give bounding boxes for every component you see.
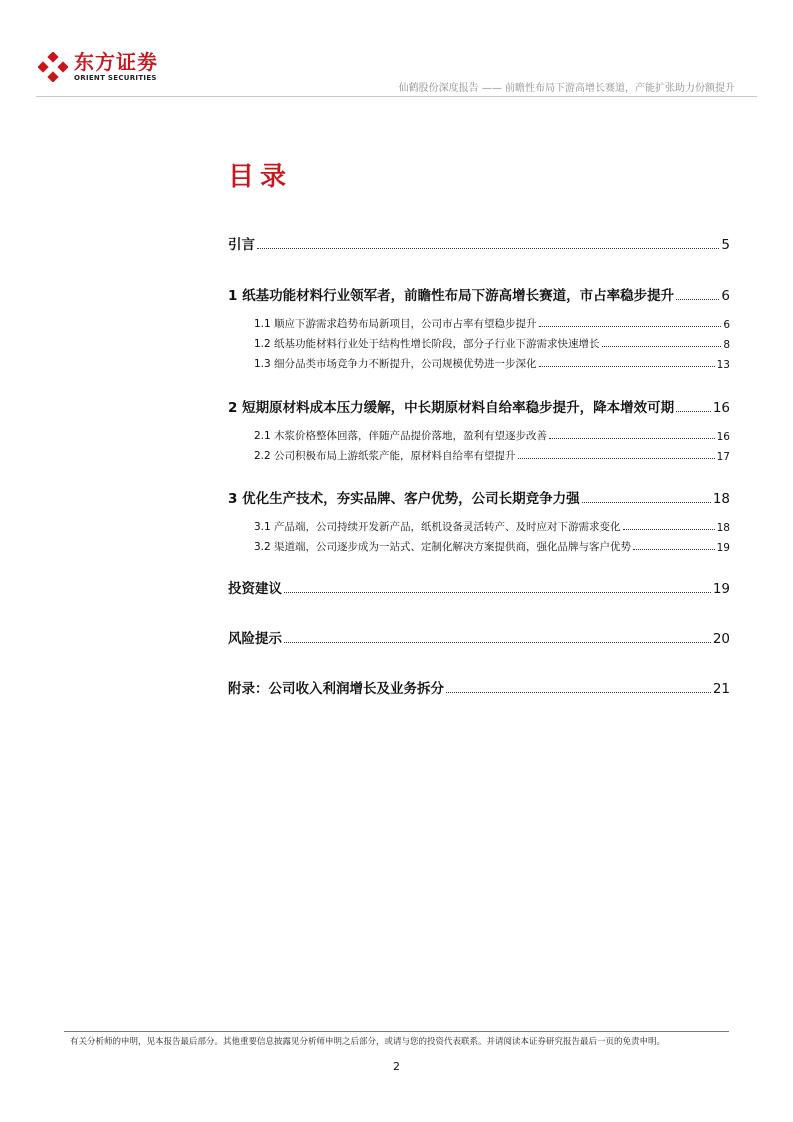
- toc-subentry[interactable]: [254, 448, 730, 463]
- toc-entry[interactable]: [228, 677, 730, 697]
- toc-page-number: 20: [712, 631, 730, 647]
- toc-entry-text: 1.1 顺应下游需求趋势布局新项目，公司市占率有望稳步提升: [254, 318, 537, 330]
- toc-leader-dots: [518, 457, 715, 459]
- logo-chinese-name: 东方证劵: [74, 50, 158, 74]
- toc-page-number: 21: [712, 681, 730, 697]
- page-header: [0, 0, 793, 100]
- toc-page-number: 16: [716, 431, 730, 443]
- toc-subentry[interactable]: [254, 519, 730, 534]
- toc-leader-dots: [633, 548, 715, 550]
- toc-subentry[interactable]: [254, 428, 730, 443]
- toc-entry-text: 附录：公司收入利润增长及业务拆分: [228, 681, 444, 697]
- toc-entry-text: 风险提示: [228, 631, 282, 647]
- toc-leader-dots: [549, 437, 715, 439]
- toc-entry-text: 1.2 纸基功能材料行业处于结构性增长阶段，部分子行业下游需求快速增长: [254, 338, 600, 350]
- disclaimer-text: 有关分析师的申明，见本报告最后部分。其他重要信息披露见分析师申明之后部分，或请与您的投资代表联系。并请阅读本证券研究报告最后一页的免责申明。: [70, 1037, 666, 1047]
- toc-leader-dots: [257, 247, 719, 249]
- toc-page-number: 8: [723, 339, 730, 351]
- toc-page-number: 18: [716, 522, 730, 534]
- toc-leader-dots: [539, 365, 715, 367]
- toc-leader-dots: [623, 528, 715, 530]
- report-title: 仙鹤股份深度报告 —— 前瞻性布局下游高增长赛道，产能扩张助力份额提升: [398, 83, 735, 94]
- toc-leader-dots: [284, 591, 711, 593]
- toc-entry-text: 1 纸基功能材料行业领军者，前瞻性布局下游高增长赛道，市占率稳步提升: [228, 288, 675, 304]
- toc-subentry[interactable]: [254, 539, 730, 554]
- toc-leader-dots: [446, 691, 711, 693]
- toc-page-number: 18: [712, 491, 730, 507]
- toc-page-number: 19: [712, 581, 730, 597]
- toc-entry-text: 3.1 产品端，公司持续开发新产品，纸机设备灵活转产、及时应对下游需求变化: [254, 521, 621, 533]
- toc-entry[interactable]: [228, 627, 730, 647]
- toc-leader-dots: [539, 325, 722, 327]
- toc-entry-text: 2.1 木浆价格整体回落，伴随产品提价落地，盈利有望逐步改善: [254, 430, 548, 442]
- toc-page-number: 6: [723, 319, 730, 331]
- toc-page-number: 16: [712, 400, 730, 416]
- toc-entry[interactable]: [228, 233, 730, 253]
- toc-leader-dots: [676, 410, 711, 412]
- toc-page-number: 13: [716, 359, 730, 371]
- toc-entry-text: 引言: [228, 237, 255, 253]
- logo-english-name: ORIENT SECURITIES: [74, 74, 157, 82]
- toc-page-number: 5: [721, 237, 730, 253]
- toc-entry[interactable]: [228, 577, 730, 597]
- footer-divider: [64, 1031, 729, 1032]
- toc-page-number: 19: [716, 542, 730, 554]
- toc-title: 目录: [228, 162, 293, 192]
- toc-entry-text: 3.2 渠道端，公司逐步成为一站式、定制化解决方案提供商，强化品牌与客户优势: [254, 541, 632, 553]
- toc-leader-dots: [676, 298, 719, 300]
- toc-leader-dots: [284, 641, 711, 643]
- toc-subentry[interactable]: [254, 336, 730, 351]
- header-divider: [36, 96, 757, 97]
- toc-subentry[interactable]: [254, 316, 730, 331]
- toc-page-number: 17: [716, 451, 730, 463]
- toc-entry-text: 投资建议: [228, 581, 282, 597]
- page-number: 2: [393, 1060, 400, 1073]
- toc-entry-text: 2 短期原材料成本压力缓解，中长期原材料自给率稳步提升，降本增效可期: [228, 400, 675, 416]
- toc-entry-text: 3 优化生产技术，夯实品牌、客户优势，公司长期竞争力强: [228, 491, 580, 507]
- toc-entry[interactable]: [228, 487, 730, 507]
- toc-entry-text: 1.3 细分品类市场竞争力不断提升，公司规模优势进一步深化: [254, 358, 537, 370]
- toc-entry-text: 2.2 公司积极布局上游纸浆产能，原材料自给率有望提升: [254, 450, 516, 462]
- toc-leader-dots: [582, 501, 711, 503]
- toc-page-number: 6: [721, 288, 730, 304]
- company-logo: [38, 52, 158, 82]
- toc-entry[interactable]: [228, 396, 730, 416]
- toc-leader-dots: [602, 345, 722, 347]
- toc-entry[interactable]: [228, 284, 730, 304]
- orient-logo-icon: [38, 52, 68, 82]
- toc-subentry[interactable]: [254, 356, 730, 371]
